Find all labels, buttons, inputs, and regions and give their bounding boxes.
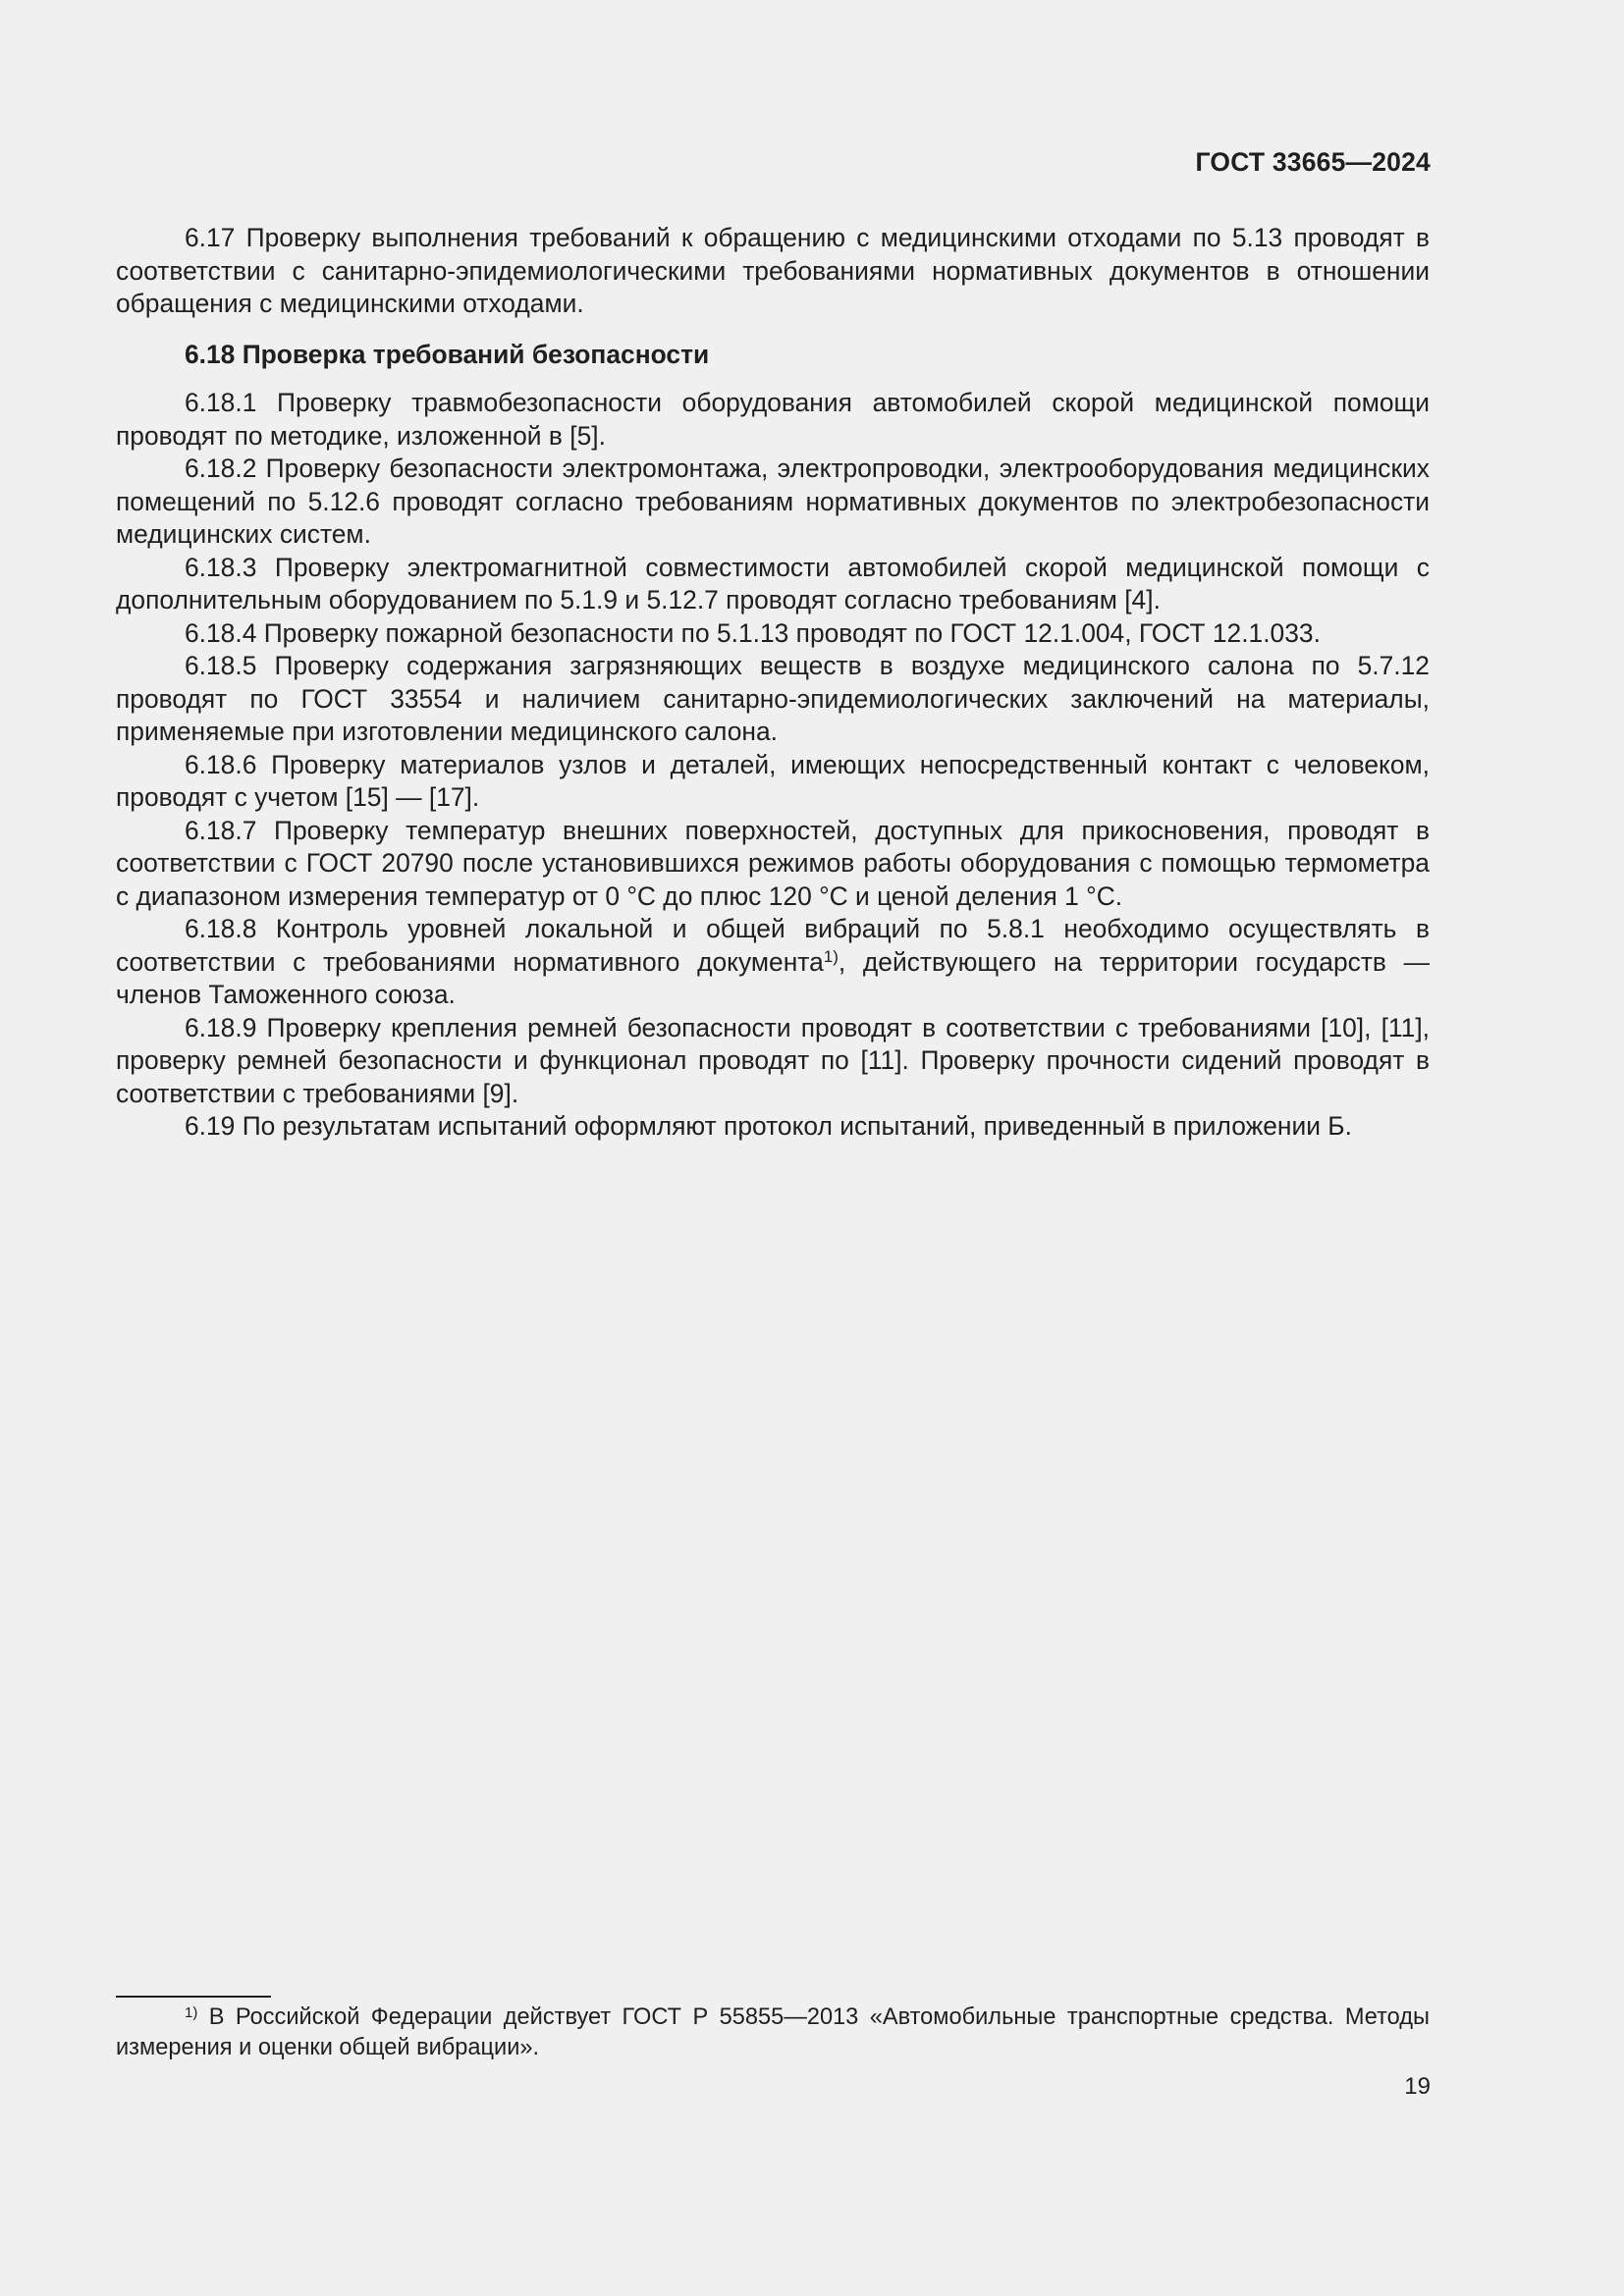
paragraph-6-18-8-text-start: 6.18.8 Контроль уровней локальной и общей вибраций по 5.8.1 необходимо осуществлять в соответствии с требованиями нормативного документа bbox=[116, 914, 1430, 977]
footnote-marker: 1) bbox=[185, 2004, 198, 2021]
paragraph-6-18-9: 6.18.9 Проверку крепления ремней безопасности проводят в соответствии с требованиями [10], [11], проверку ремней безопасности и функционал проводят по [11]. Проверку прочности сидений проводят в соответствии с требованиями [9]. bbox=[116, 1012, 1430, 1108]
paragraph-6-18-2: 6.18.2 Проверку безопасности электромонтажа, электропроводки, электрооборудования медицинских помещений по 5.12.6 проводят согласно требованиям нормативных документов по электробезопасности медицинских систем. bbox=[116, 454, 1430, 549]
document-body bbox=[116, 222, 1430, 1144]
footnote-reference-marker: 1) bbox=[823, 946, 839, 966]
paragraph-6-18-8 bbox=[116, 913, 1430, 1012]
paragraph-6-18-3: 6.18.3 Проверку электромагнитной совместимости автомобилей скорой медицинской помощи с дополнительным оборудованием по 5.1.9 и 5.12.7 проводят согласно требованиям [4]. bbox=[116, 552, 1430, 614]
paragraph-6-17: 6.17 Проверку выполнения требований к обращению с медицинскими отходами по 5.13 проводят в соответствии с санитарно-эпидемиологическими требованиями нормативных документов в отношении обращения с медицинскими отходами. bbox=[116, 223, 1430, 318]
page-number: 19 bbox=[1404, 2073, 1431, 2100]
paragraph-6-18-4: 6.18.4 Проверку пожарной безопасности по 5.1.13 проводят по ГОСТ 12.1.004, ГОСТ 12.1.033. bbox=[185, 617, 1321, 648]
section-heading-6-18: 6.18 Проверка требований безопасности bbox=[185, 339, 710, 369]
paragraph-6-19: 6.19 По результатам испытаний оформляют протокол испытаний, приведенный в приложении Б. bbox=[185, 1111, 1352, 1141]
footnote-separator-line bbox=[116, 1996, 271, 1998]
document-code-header: ГОСТ 33665—2024 bbox=[1195, 147, 1431, 177]
paragraph-6-18-5: 6.18.5 Проверку содержания загрязняющих веществ в воздухе медицинского салона по 5.7.12 проводят по ГОСТ 33554 и наличием санитарно-эпидемиологических заключений на материалы, применяемые при изготовлении медицинского салона. bbox=[116, 651, 1430, 746]
footnote bbox=[116, 2002, 1430, 2063]
paragraph-6-18-6: 6.18.6 Проверку материалов узлов и деталей, имеющих непосредственный контакт с человеком, проводят с учетом [15] — [17]. bbox=[116, 749, 1430, 812]
paragraph-6-18-8-text-end: , действующего на территории государств — членов Таможенного союза. bbox=[116, 946, 1430, 1009]
paragraph-6-18-1: 6.18.1 Проверку травмобезопасности оборудования автомобилей скорой медицинской помощи проводят по методике, изложенной в [5]. bbox=[116, 388, 1430, 451]
paragraph-6-18-7: 6.18.7 Проверку температур внешних поверхностей, доступных для прикосновения, проводят в соответствии с ГОСТ 20790 после установившихся режимов работы оборудования с помощью термометра с диапазоном измерения температур от 0 °С до плюс 120 °С и ценой деления 1 °С. bbox=[116, 815, 1430, 911]
footnote-text: В Российской Федерации действует ГОСТ Р 55855—2013 «Автомобильные транспортные средства. Методы измерения и оценки общей вибрации». bbox=[116, 2004, 1430, 2060]
